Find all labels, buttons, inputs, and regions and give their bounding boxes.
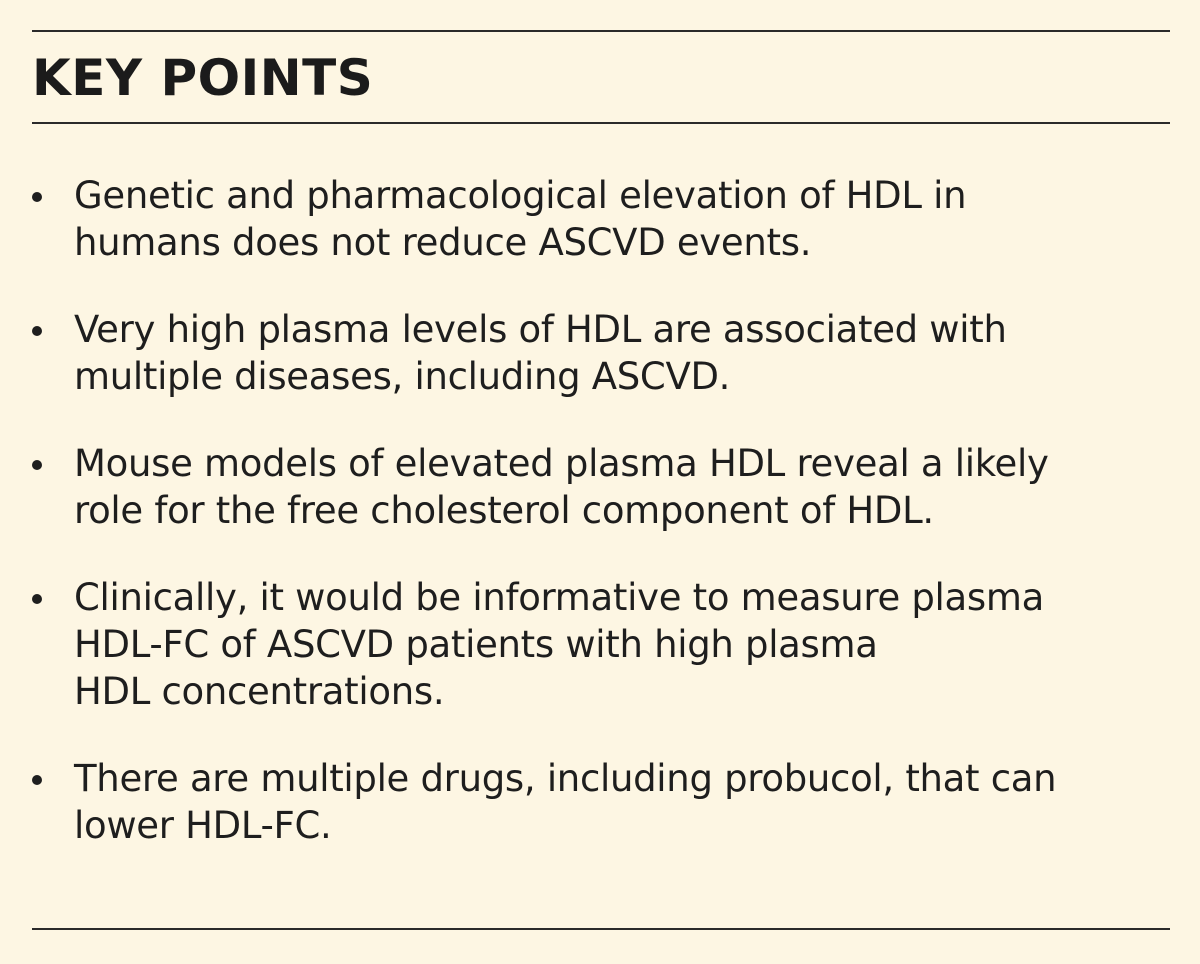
key-point-line: HDL concentrations.: [74, 670, 445, 713]
key-points-box: [32, 0, 1170, 964]
heading-rule: [32, 122, 1170, 124]
key-point-4: [32, 574, 1170, 715]
top-rule: [32, 30, 1170, 32]
key-point-line: multiple diseases, including ASCVD.: [74, 355, 731, 398]
bottom-rule: [32, 928, 1170, 930]
bullet-icon: [32, 594, 42, 604]
key-point-line: Genetic and pharmacological elevation of HDL in: [74, 174, 967, 217]
key-points-list: [32, 172, 1170, 889]
key-point-line: There are multiple drugs, including probucol, that can: [74, 757, 1057, 800]
bullet-icon: [32, 192, 42, 202]
key-point-5: [32, 755, 1170, 849]
key-point-line: Very high plasma levels of HDL are associated with: [74, 308, 1007, 351]
bullet-icon: [32, 460, 42, 470]
key-point-line: Mouse models of elevated plasma HDL reveal a likely: [74, 442, 1049, 485]
bullet-icon: [32, 326, 42, 336]
key-point-line: role for the free cholesterol component of HDL.: [74, 489, 934, 532]
key-point-line: humans does not reduce ASCVD events.: [74, 221, 812, 264]
bullet-icon: [32, 775, 42, 785]
key-point-line: lower HDL-FC.: [74, 804, 332, 847]
section-heading: KEY POINTS: [32, 49, 374, 107]
key-point-line: Clinically, it would be informative to measure plasma: [74, 576, 1045, 619]
key-point-3: [32, 440, 1170, 534]
key-point-1: [32, 172, 1170, 266]
key-point-2: [32, 306, 1170, 400]
key-point-line: HDL-FC of ASCVD patients with high plasma: [74, 623, 878, 666]
